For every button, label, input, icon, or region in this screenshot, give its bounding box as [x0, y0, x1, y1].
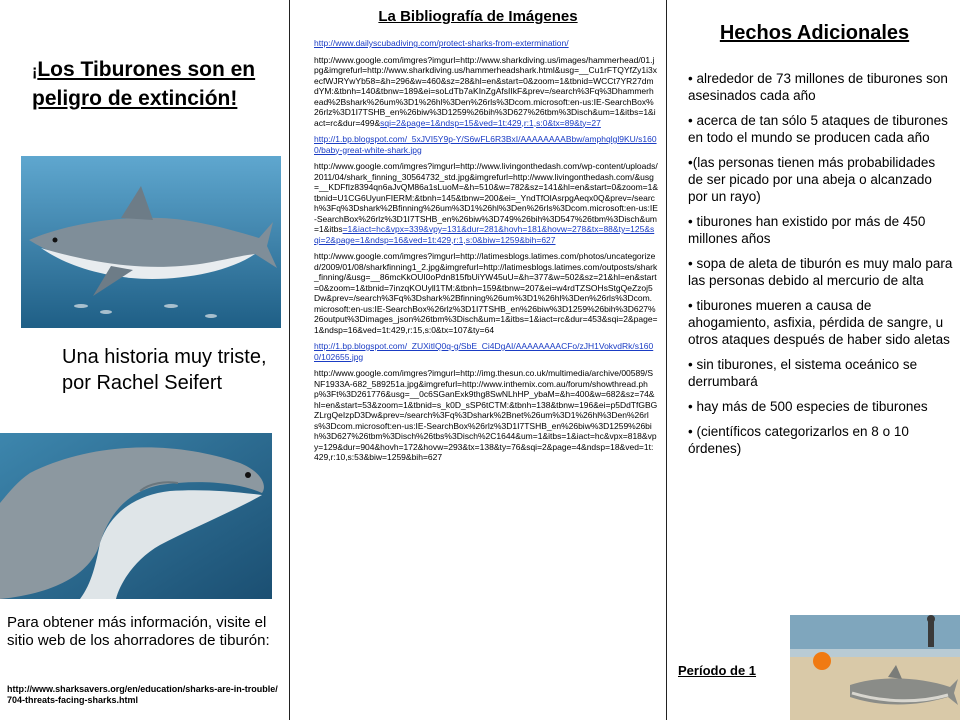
title-text: Los Tiburones son en peligro de extinción!	[32, 58, 256, 110]
fact-item: • alrededor de 73 millones de tiburones son asesinados cada año	[688, 71, 948, 103]
bibliography-entry-link[interactable]: http://1.bp.blogspot.com/_5xJVI5Y9p-Y/S6wFL6R3BxI/AAAAAAAABbw/amphqlgl9KU/s1600/baby-great-white-shark.jpg	[314, 134, 657, 155]
bibliography-entry	[314, 38, 658, 49]
more-info-text: Para obtener más información, visite el sitio web de los ahorradores de tiburón:	[7, 614, 270, 649]
fact-item: •(las personas tienen más probabilidades de ser picado por una abeja o alcanzado por un rayo)	[688, 155, 936, 204]
bibliography-title: La Bibliografía de Imágenes	[378, 8, 578, 25]
bibliography-column	[290, 0, 666, 720]
more-info-url: http://www.sharksavers.org/en/education/sharks-are-in-trouble/704-threats-facing-sharks.html	[7, 684, 278, 705]
bibliography-entry-text: http://www.google.com/imgres?imgurl=http://www.livingonthedash.com/wp-content/uploads/2011/04/shark_finning_30564732_std.jpg&imgrefurl=http://www.livingonthedash.com/&usg=__KDFfIz8394qn6aJvQM86a1sLuoM=&h=510&w=782&sz=141&hl=en&start=0&zoom=1&tbnid=U1CG6UyunFIERM:&tbnh=145&tbnw=200&ei=_YndTfOlAsrpgAeqx0Q&prev=/search%3Fq%3Dshark%2Bfinning%26um%3D1%26hl%3Den%26rls%3Dcom.microsoft:en-us:IE-SearchBox%26rlz%3D1I7TSHB_en%26biw%3D749%26bih%3D547%26tbm%3Disch&um=1&itbs	[314, 161, 659, 234]
bibliography-entry	[314, 341, 658, 362]
bibliography-entry	[314, 368, 658, 463]
hammerhead-shark-illustration	[0, 433, 272, 599]
facts-column	[667, 0, 960, 720]
bibliography-entry	[314, 161, 658, 245]
period-label: Período de 1	[678, 663, 757, 678]
hammerhead-shark-photo	[0, 433, 272, 599]
fact-item: • (científicos categorizarlos en 8 o 10 órdenes)	[688, 424, 909, 456]
facts-list	[688, 70, 953, 465]
left-column	[0, 0, 289, 720]
page-title	[32, 56, 262, 112]
fact-item: • tiburones han existido por más de 450 millones años	[688, 214, 926, 246]
fact-item: • acerca de tan sólo 5 ataques de tiburones en todo el mundo se producen cada año	[688, 113, 948, 145]
bibliography-entry	[314, 134, 658, 155]
bibliography-entry-link[interactable]: http://1.bp.blogspot.com/_ZUXitlQ0q-g/SbE_Ci4DgAI/AAAAAAAACFo/zJH1VokvdRk/s1600/102655.jpg	[314, 341, 654, 362]
bibliography-entry-link[interactable]: http://www.dailyscubadiving.com/protect-sharks-from-extermination/	[314, 38, 569, 48]
bibliography-entry-text: http://www.google.com/imgres?imgurl=http://www.sharkdiving.us/images/hammerhead/01.jpg&imgrefurl=http://www.sharkdiving.us/hammerheadshark.html&usg=__Cu1rFTQYfZy1i3xecfWJRYwYb58=&h=296&w=460&sz=28&hl=en&start=0&zoom=1&tbnid=WCCt7YR27dmdYM:&tbnh=140&tbnw=189&ei=soLdTb7aKInZgAfsIIkF&prev=/search%3Fq%3Dhammerhead%2Bshark%26um%3D1%26hl%3Den%26rls%3Dcom.microsoft:en-us:IE-SearchBox%26rlz%3D1I7TSHB_en%26biw%3D1259%26bih%3D627%26tbm%3Disch&um=1&itbs=1&iact=rc&dur=499&	[314, 54, 657, 128]
fact-item: • sopa de aleta de tiburón es muy malo para las personas debido al mercurio de alta	[688, 256, 953, 288]
bibliography-entry	[314, 55, 658, 129]
great-white-shark-illustration	[21, 156, 281, 328]
bibliography-list	[314, 38, 658, 469]
bibliography-entry-link[interactable]: =1&iact=hc&vpx=339&vpy=131&dur=281&hovh=181&hovw=278&tx=88&ty=125&sqi=2&page=1&ndsp=16&ved=1t:429,r:1,s:0&biw=1259&bih=627	[314, 224, 655, 245]
fact-item: • sin tiburones, el sistema oceánico se derrumbará	[688, 357, 918, 389]
beached-shark-photo	[790, 615, 960, 720]
bibliography-entry-link[interactable]: sqi=2&page=1&ndsp=15&ved=1t:429,r:1,s:0&tx=89&ty=27	[380, 117, 601, 128]
great-white-shark-photo	[21, 156, 281, 328]
facts-title: Hechos Adicionales	[719, 22, 910, 44]
fact-item: • hay más de 500 especies de tiburones	[688, 399, 928, 414]
bibliography-entry	[314, 251, 658, 335]
fact-item: • tiburones mueren a causa de ahogamiento, asfixia, pérdida de sangre, u otros ataques después de haber sido aletas	[688, 298, 950, 347]
bibliography-entry-text: http://www.google.com/imgres?imgurl=http://img.thesun.co.uk/multimedia/archive/00589/SNF1933A-682_589251a.jpg&imgrefurl=http://www.inthemix.com.au/forum/showthread.php%3Ft%3D261776&usg=__0c6SGanExk9thg8SwNLhHP_ybaM=&h=400&w=682&sz=74&hl=en&start=53&zoom=1&tbnid=s_k0D_sSP6tCTM:&tbnh=138&tbnw=196&ei=p5DdTfGBGZLrgQeIzpD3Dw&prev=/search%3Fq%3Dshark%2Bnet%26um%3D1%26hl%3Den%26rls%3Dcom.microsoft:en-us:IE-SearchBox%26rlz%3D1I7TSHB_en%26biw%3D1259%26bih%3D627%26tbm%3Disch%26tbs%3Disch%2C1644&um=1&itbs=1&iact=hc&vpx=818&vpy=129&dur=904&hovh=172&hovw=293&tx=138&ty=76&sqi=2&page=4&ndsp=18&ved=1t:429,r:10,s:53&biw=1259&bih=627	[314, 368, 658, 462]
title-prefix: ¡	[32, 63, 38, 80]
beached-shark-illustration	[790, 615, 960, 720]
bibliography-entry-text: http://www.google.com/imgres?imgurl=http://latimesblogs.latimes.com/photos/uncategorized/2009/01/08/sharkfinning1_2.jpg&imgrefurl=http://latimesblogs.latimes.com/outposts/shark_finning/&usg=__86mcKkOUI0oPdn815fbUiYW45uU=&h=377&w=502&sz=21&hl=en&start=0&zoom=1&tbnid=7inzqKOUyll1TM:&tbnh=159&tbnw=207&ei=w4rdTZSOHsStgQeZzoj5Dw&prev=/search%3Fq%3Dshark%2Bfinning%26um%3D1%26hl%3Den%26rls%3Dcom.microsoft:en-us:IE-SearchBox%26rlz%3D1I7TSHB_en%26biw%3D1259%26bih%3D627%26output%3Dimages_json%26tbm%3Disch&um=1&itbs=1&iact=rc&dur=453&sqi=2&page=1&ndsp=16&ved=1t:429,r:15,s:0&tx=107&ty=64	[314, 251, 658, 335]
story-byline: Una historia muy triste, por Rachel Seifert	[62, 346, 267, 394]
